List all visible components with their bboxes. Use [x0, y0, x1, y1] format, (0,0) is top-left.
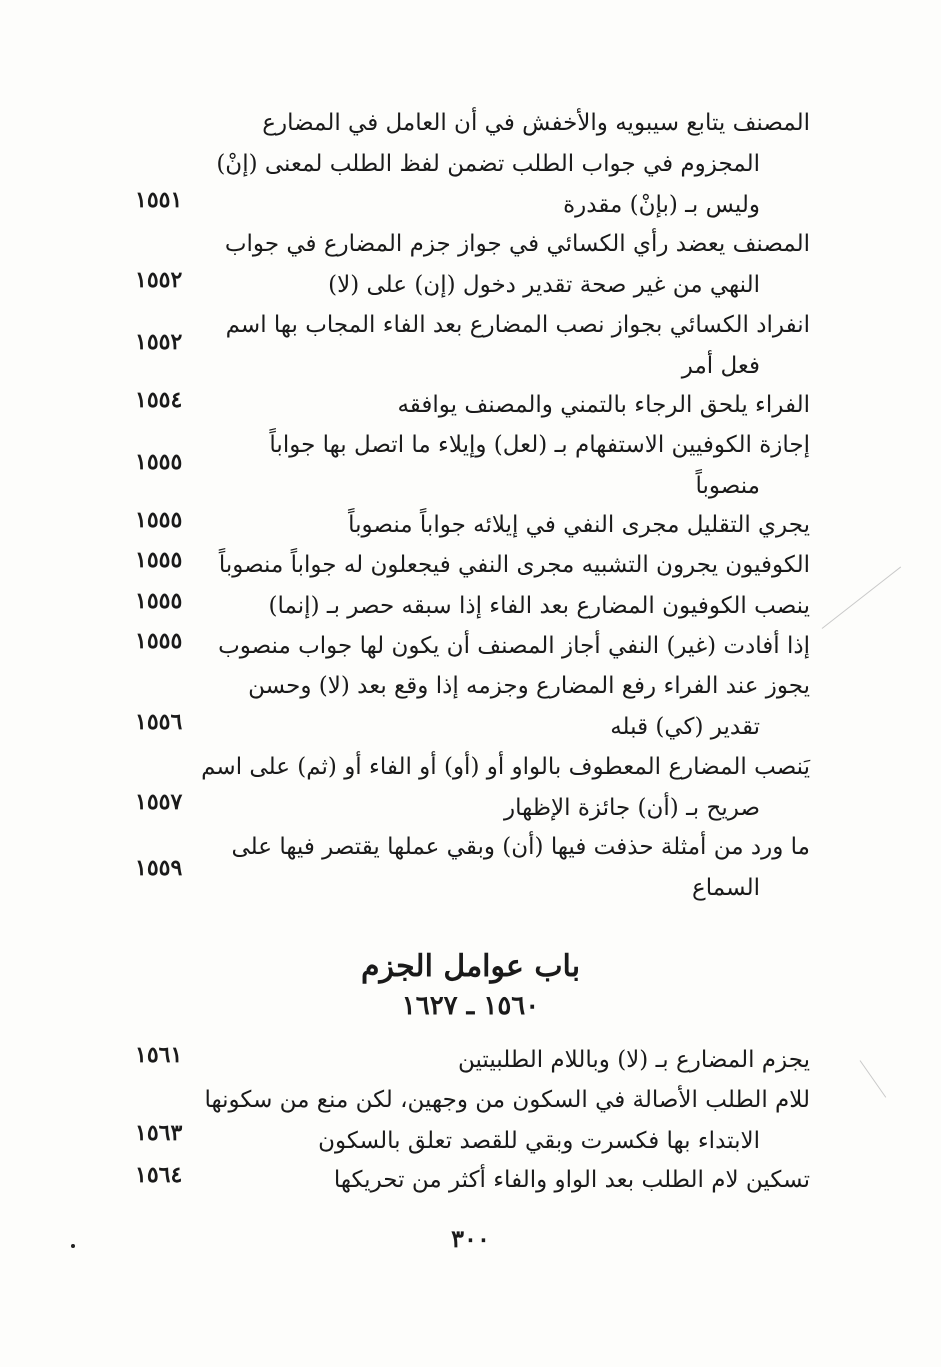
page-reference: ١٥٥٩: [135, 855, 183, 881]
index-entry: [120, 305, 810, 387]
index-entry: [120, 626, 810, 667]
index-entry: [120, 666, 810, 748]
entry-line: إجازة الكوفيين الاستفهام بـ (لعل) وإيلاء ما اتصل بها جواباً: [269, 432, 810, 458]
entry-text: [200, 224, 810, 306]
page-reference: ١٥٥٧: [135, 789, 183, 815]
entry-text: [200, 827, 810, 909]
page-reference: ١٥٥٦: [135, 709, 183, 735]
page-reference: ١٥٥٥: [135, 449, 183, 475]
entry-line: انفراد الكسائي بجواز نصب المضارع بعد الفاء المجاب بها اسم: [225, 312, 810, 338]
entry-text: [200, 586, 810, 627]
entry-line: الكوفيون يجرون التشبيه مجرى النفي فيجعلون له جواباً منصوباً: [218, 552, 810, 578]
index-entry: [120, 425, 810, 507]
index-entry: [120, 385, 810, 426]
index-entry: [120, 1040, 810, 1081]
index-entry: [120, 505, 810, 546]
section-title: باب عوامل الجزم: [360, 949, 581, 984]
index-entry: [120, 827, 810, 909]
page-reference: ١٥٥٥: [135, 547, 183, 573]
entry-text: [200, 505, 810, 546]
entry-line: ما ورد من أمثلة حذفت فيها (أن) وبقي عملها يقتصر فيها على: [231, 834, 810, 860]
entry-text: [200, 385, 810, 426]
entry-line: وليس بـ (بإنْ) مقدرة: [563, 192, 760, 218]
page-reference: ١٥٥٢: [135, 329, 183, 355]
page-reference: ١٥٦١: [135, 1042, 183, 1068]
entry-line: منصوباً: [695, 473, 760, 499]
entry-line: يجوز عند الفراء رفع المضارع وجزمه إذا وقع بعد (لا) وحسن: [248, 673, 810, 699]
page-reference: ١٥٦٣: [135, 1120, 183, 1146]
page-reference: ١٥٥١: [135, 187, 183, 213]
entry-line: النهي من غير صحة تقدير دخول (إن) على (لا): [328, 272, 760, 298]
page-reference: ١٥٥٥: [135, 507, 183, 533]
page-number: ٣٠٠: [451, 1224, 490, 1253]
index-entry: [120, 545, 810, 586]
page-reference: ١٥٥٥: [135, 588, 183, 614]
entry-line: الابتداء بها فكسرت وبقي للقصد تعلق بالسكون: [318, 1128, 760, 1154]
index-entry: [120, 224, 810, 306]
entry-text: [200, 425, 810, 507]
index-entry: [120, 586, 810, 627]
page-reference: ١٥٥٤: [135, 387, 183, 413]
section-range: ١٥٦٠ ـ ١٦٢٧: [401, 991, 540, 1021]
page-reference: ١٥٥٥: [135, 628, 183, 654]
entry-line: تسكين لام الطلب بعد الواو والفاء أكثر من تحريكها: [333, 1167, 810, 1193]
index-entry: [120, 1080, 810, 1162]
entry-text: [200, 747, 810, 829]
page-reference: ١٥٦٤: [135, 1162, 183, 1188]
entry-text: [200, 103, 810, 226]
index-entry: [120, 103, 810, 226]
entry-line: المصنف يتابع سيبويه والأخفش في أن العامل في المضارع: [262, 110, 810, 136]
entry-text: [200, 1040, 810, 1081]
entry-line: السماع: [692, 875, 760, 901]
entry-text: [200, 626, 810, 667]
entry-text: [200, 1080, 810, 1162]
entry-text: [200, 1160, 810, 1201]
entry-line: المصنف يعضد رأي الكسائي في جواز جزم المضارع في جواب: [224, 231, 810, 257]
entry-line: ينصب الكوفيون المضارع بعد الفاء إذا سبقه حصر بـ (إنما): [268, 593, 810, 619]
entry-line: للام الطلب الأصالة في السكون من وجهين، لكن منع من سكونها: [204, 1087, 810, 1113]
page-reference: ١٥٥٢: [135, 267, 183, 293]
scan-mark: [822, 567, 901, 629]
scan-speck: [71, 1244, 75, 1248]
entry-line: إذا أفادت (غير) النفي أجاز المصنف أن يكون لها جواب منصوب: [218, 633, 810, 659]
entry-text: [200, 305, 810, 387]
entry-text: [200, 545, 810, 586]
entry-line: فعل أمر: [681, 353, 760, 379]
entry-text: [200, 666, 810, 748]
index-entry: [120, 747, 810, 829]
entry-line: تقدير (كي) قبله: [610, 714, 760, 740]
entry-line: الفراء يلحق الرجاء بالتمني والمصنف يوافقه: [397, 392, 810, 418]
entry-line: يجري التقليل مجرى النفي في إيلائه جواباً منصوباً: [348, 512, 810, 538]
scan-mark: [860, 1060, 887, 1097]
index-entry: [120, 1160, 810, 1201]
entry-line: المجزوم في جواب الطلب تضمن لفظ الطلب لمعنى (إنْ): [216, 151, 760, 177]
entry-line: صريح بـ (أن) جائزة الإظهار: [504, 795, 760, 821]
entry-line: يَنصب المضارع المعطوف بالواو أو (أو) أو الفاء أو (ثم) على اسم: [201, 754, 810, 780]
entry-line: يجزم المضارع بـ (لا) وباللام الطلبيتين: [457, 1047, 810, 1073]
